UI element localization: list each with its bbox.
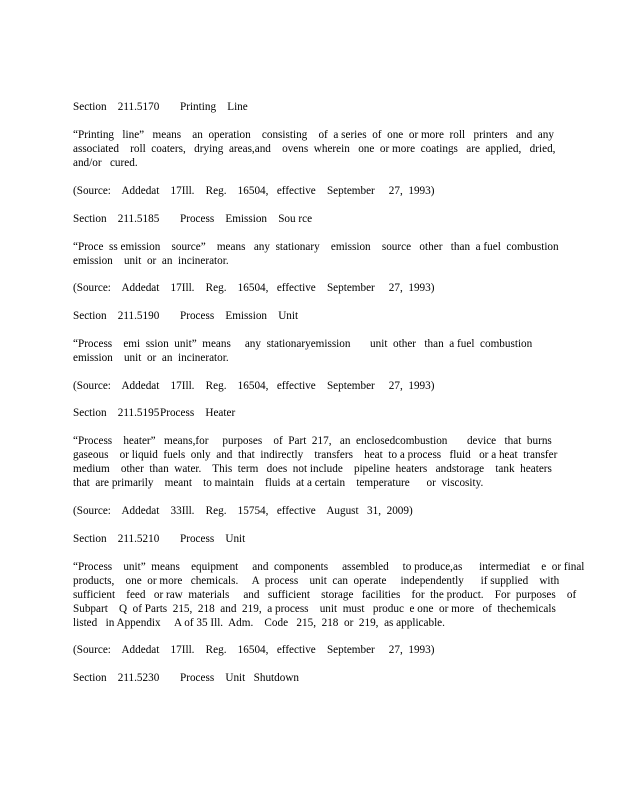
section-heading xyxy=(73,672,532,685)
paragraph-line: “Process heater” means,for purposes of Part 217, an enclosedcombustion device that burns xyxy=(73,435,552,447)
section-number: Section 211.5170 xyxy=(73,101,160,113)
paragraph-line: that are primarily meant to maintain fluids at a certain temperature or viscosity. xyxy=(73,477,484,489)
section-title: Process Emission Unit xyxy=(180,310,299,322)
section-number: Section 211.5230 xyxy=(73,672,160,684)
section-title: Process Emission Sou rce xyxy=(180,213,313,225)
section-number: Section 211.5210 xyxy=(73,533,160,545)
paragraph-line: and/or cured. xyxy=(73,157,138,169)
section-heading xyxy=(73,407,532,420)
source-note: (Source: Addedat 33Ill. Reg. 15754, effective August 31, 2009) xyxy=(73,505,413,517)
section-number: Section 211.5190 xyxy=(73,310,160,322)
paragraph-line: “Process unit” means equipment and components assembled to produce,as intermediat e or final xyxy=(73,561,585,573)
section-title: Process Unit Shutdown xyxy=(180,672,300,684)
section-number: Section 211.5185 xyxy=(73,213,160,225)
paragraph-line: Subpart Q of Parts 215, 218 and 219, a process unit must produc e one or more of thechemicals xyxy=(73,603,556,615)
paragraph-line: listed in Appendix A of 35 Ill. Adm. Code 215, 218 or 219, as applicable. xyxy=(73,617,445,629)
paragraph-line: medium other than water. This term does not include pipeline heaters andstorage tank heaters xyxy=(73,463,552,475)
paragraph-line: “Proce ss emission source” means any stationary emission source other than a fuel combustion xyxy=(73,241,559,253)
paragraph-line: “Printing line” means an operation consisting of a series of one or more roll printers and any xyxy=(73,129,554,141)
section-heading xyxy=(73,533,532,546)
source-note: (Source: Addedat 17Ill. Reg. 16504, effective September 27, 1993) xyxy=(73,644,435,656)
paragraph-line: associated roll coaters, drying areas,and ovens wherein one or more coatings are applied, dried, xyxy=(73,143,556,155)
paragraph-line: emission unit or an incinerator. xyxy=(73,352,229,364)
section-heading xyxy=(73,213,532,226)
section-heading xyxy=(73,101,532,114)
section-heading xyxy=(73,310,532,323)
source-note: (Source: Addedat 17Ill. Reg. 16504, effective September 27, 1993) xyxy=(73,380,435,392)
section-title: Process Heater xyxy=(160,407,236,419)
section-title: Process Unit xyxy=(180,533,246,545)
paragraph-line: “Process emi ssion unit” means any stationaryemission unit other than a fuel combustion xyxy=(73,338,533,350)
source-note: (Source: Addedat 17Ill. Reg. 16504, effective September 27, 1993) xyxy=(73,185,435,197)
source-note: (Source: Addedat 17Ill. Reg. 16504, effective September 27, 1993) xyxy=(73,282,435,294)
section-number: Section 211.5195 xyxy=(73,407,160,419)
paragraph-line: products, one or more chemicals. A process unit can operate independently if supplied with xyxy=(73,575,560,587)
paragraph-line: gaseous or liquid fuels only and that indirectly transfers heat to a process fluid or a heat transfer xyxy=(73,449,558,461)
paragraph-line: emission unit or an incinerator. xyxy=(73,255,229,267)
paragraph-line: sufficient feed or raw materials and sufficient storage facilities for the product. For purposes of xyxy=(73,589,577,601)
section-title: Printing Line xyxy=(180,101,248,113)
